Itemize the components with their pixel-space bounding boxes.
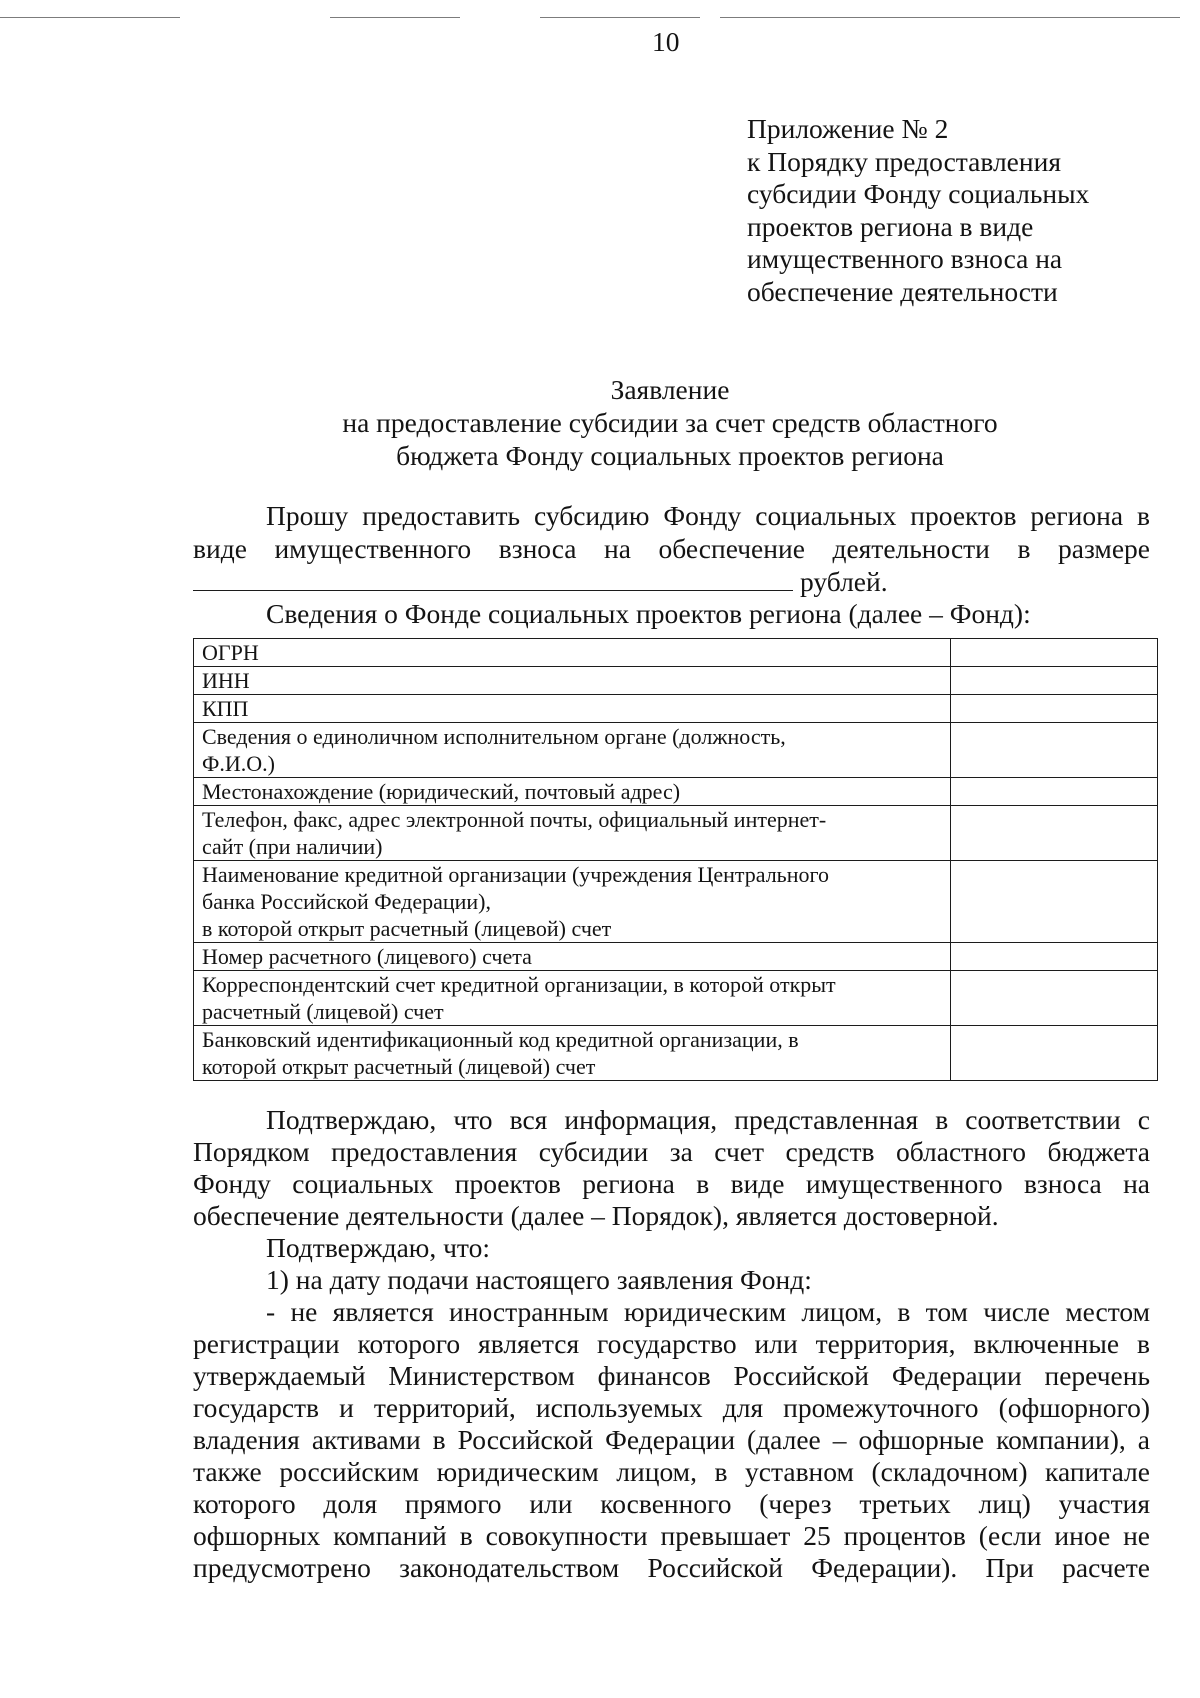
scan-edge-line — [540, 17, 700, 18]
field-label: Наименование кредитной организации (учреждения Центрального банка Российской Федерации), в которой открыт расчетный (лицевой) счет — [194, 861, 951, 943]
amount-unit: рублей. — [800, 566, 888, 597]
table-row — [194, 723, 1158, 778]
field-label: ИНН — [194, 667, 951, 695]
scan-edge-line — [720, 17, 1180, 18]
field-value-cell[interactable] — [951, 723, 1158, 778]
table-row — [194, 695, 1158, 723]
appendix-line: обеспечение деятельности — [747, 276, 1058, 307]
field-label: КПП — [194, 695, 951, 723]
field-label: Номер расчетного (лицевого) счета — [194, 943, 951, 971]
bullet-line: также российским юридическим лицом, в уставном (складочном) капитале — [193, 1456, 1150, 1487]
field-value-cell[interactable] — [951, 943, 1158, 971]
table-row — [194, 971, 1158, 1026]
table-row — [194, 943, 1158, 971]
confirm-line: Фонду социальных проектов региона в виде имущественного взноса на — [193, 1168, 1150, 1199]
appendix-line: Приложение № 2 — [747, 113, 949, 144]
field-label: ОГРН — [194, 639, 951, 667]
page-number: 10 — [652, 26, 680, 57]
table-row — [194, 861, 1158, 943]
bullet-line: государств и территорий, используемых для промежуточного (офшорного) — [193, 1392, 1150, 1423]
field-value-cell[interactable] — [951, 806, 1158, 861]
bullet-line: офшорных компаний в совокупности превышает 25 процентов (если иное не — [193, 1520, 1150, 1551]
appendix-line: имущественного взноса на — [747, 243, 1063, 274]
field-value-cell[interactable] — [951, 1026, 1158, 1081]
field-value-cell[interactable] — [951, 695, 1158, 723]
document-title: Заявление — [610, 374, 730, 405]
request-line: виде имущественного взноса на обеспечение деятельности в размере — [193, 533, 1150, 564]
bullet-line: регистрации которого является государство или территория, включенные в — [193, 1328, 1150, 1359]
field-label: Банковский идентификационный код кредитной организации, в которой открыт расчетный (лицевой) счет — [194, 1026, 951, 1081]
field-label: Местонахождение (юридический, почтовый адрес) — [194, 778, 951, 806]
scan-edge-line — [0, 17, 180, 18]
confirm-line: обеспечение деятельности (далее – Порядок), является достоверной. — [193, 1200, 999, 1231]
table-row — [194, 806, 1158, 861]
field-value-cell[interactable] — [951, 639, 1158, 667]
request-line: Прошу предоставить субсидию Фонду социальных проектов региона в — [266, 500, 1150, 531]
fund-info-heading: Сведения о Фонде социальных проектов региона (далее – Фонд): — [266, 598, 1031, 629]
table-row — [194, 667, 1158, 695]
appendix-line: к Порядку предоставления — [747, 146, 1061, 177]
bullet-line: утверждаемый Министерством финансов Российской Федерации перечень — [193, 1360, 1150, 1391]
appendix-line: проектов региона в виде — [747, 211, 1034, 242]
field-label: Телефон, факс, адрес электронной почты, официальный интернет- сайт (при наличии) — [194, 806, 951, 861]
bullet-line: предусмотрено законодательством Российской Федерации). При расчете — [193, 1552, 1150, 1583]
list-item-1: 1) на дату подачи настоящего заявления Фонд: — [266, 1264, 812, 1295]
field-value-cell[interactable] — [951, 667, 1158, 695]
table-row — [194, 639, 1158, 667]
table-row — [194, 778, 1158, 806]
fund-info-table — [193, 638, 1158, 1081]
field-value-cell[interactable] — [951, 971, 1158, 1026]
confirm-line: Подтверждаю, что вся информация, представленная в соответствии с — [266, 1104, 1150, 1135]
field-value-cell[interactable] — [951, 778, 1158, 806]
document-subtitle: на предоставление субсидии за счет средств областного — [342, 407, 998, 438]
bullet-line: - не является иностранным юридическим лицом, в том числе местом — [266, 1296, 1150, 1327]
bullet-line: владения активами в Российской Федерации (далее – офшорные компании), а — [193, 1424, 1150, 1455]
confirm-that: Подтверждаю, что: — [266, 1232, 490, 1263]
scan-edge-line — [330, 17, 460, 18]
appendix-line: субсидии Фонду социальных — [747, 178, 1090, 209]
field-label: Сведения о единоличном исполнительном органе (должность, Ф.И.О.) — [194, 723, 951, 778]
confirm-line: Порядком предоставления субсидии за счет средств областного бюджета — [193, 1136, 1150, 1167]
field-value-cell[interactable] — [951, 861, 1158, 943]
document-subtitle: бюджета Фонду социальных проектов региона — [396, 440, 944, 471]
field-label: Корреспондентский счет кредитной организации, в которой открыт расчетный (лицевой) счет — [194, 971, 951, 1026]
table-row — [194, 1026, 1158, 1081]
bullet-line: которого доля прямого или косвенного (через третьих лиц) участия — [193, 1488, 1150, 1519]
amount-blank — [193, 590, 793, 591]
